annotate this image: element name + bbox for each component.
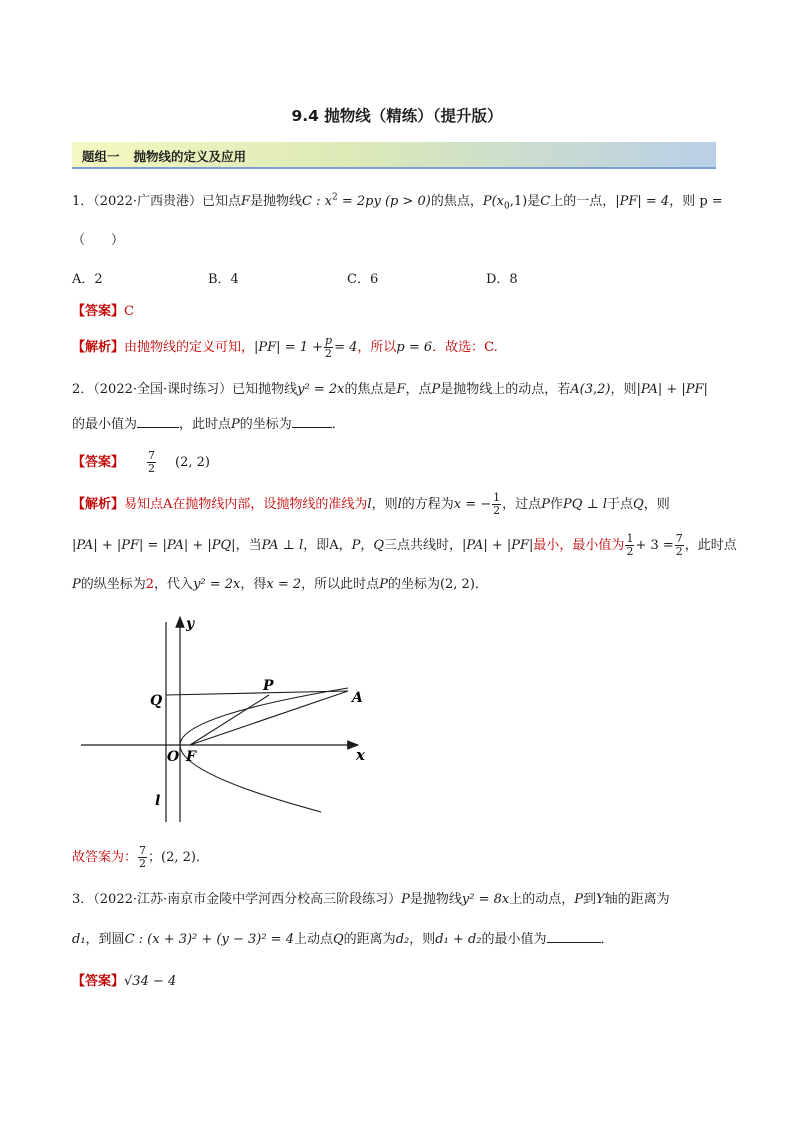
q2-line2-c: P [231, 417, 240, 432]
section-name: 抛物线的定义及应用 [133, 149, 247, 164]
q1-mid1: 是抛物线 [250, 194, 303, 209]
q2-an1-l: l [367, 497, 372, 512]
q2-an2-b: ，即A， [303, 538, 352, 553]
q3-line1-b: 是抛物线 [409, 892, 462, 907]
q1-mid3: 是 [527, 194, 541, 209]
q2-an1-l2: l [397, 497, 402, 512]
q3-line2-c: 的距离为 [343, 932, 396, 947]
q2-line2-d: 的坐标为 [239, 417, 292, 432]
label-Q: Q [150, 693, 163, 709]
q2-analysis-tag: 【解析】 [72, 497, 125, 512]
q2-line2 [72, 413, 345, 432]
q1-option-d: D．8 [486, 272, 518, 287]
q2-an2-P: P [351, 538, 361, 553]
q1-answer-value: C [124, 304, 134, 319]
q1-answer-tag: 【答案】 [72, 304, 125, 319]
q2-line1 [72, 378, 708, 397]
q2-line1-c: ，点 [405, 382, 432, 397]
q2-final-num: 7 [139, 844, 147, 857]
q2-answer-num: 7 [148, 449, 156, 462]
q3-line2-e: 的最小值为 [481, 932, 547, 947]
q3-sum: d₁ + d₂ [435, 932, 482, 947]
q2-answer-tag: 【答案】 [72, 455, 125, 470]
q2-final-den: 2 [139, 857, 147, 870]
q3-answer-value: √34 − 4 [124, 974, 177, 989]
q1-analysis-frac [324, 335, 333, 360]
q3-P: P [401, 892, 410, 907]
q1-analysis-eq2: = 4 [334, 340, 358, 355]
q2-line2-a: 的最小值为 [72, 417, 138, 432]
q1-option-a: A．2 [72, 272, 103, 287]
q2-line1-d: 是抛物线上的动点，若 [440, 382, 571, 397]
q3-line1-c: 上的动点， [509, 892, 575, 907]
q2-final-a: 故答案为： [72, 850, 138, 865]
q2-an1-c: 的方程为 [401, 497, 454, 512]
q2-F: F [396, 382, 406, 397]
q2-an2-n1: 1 [626, 532, 634, 545]
q3-circle: C : (x + 3)² + (y − 3)² = 4 [124, 932, 294, 947]
q2-an2-f: ，此时点 [684, 538, 737, 553]
q2-line2-b: ，此时点 [179, 417, 232, 432]
q1-frac-den: 2 [325, 347, 333, 360]
line-FP [190, 695, 269, 745]
q2-an1-b: ，则 [371, 497, 398, 512]
q2-an3-f: ． [474, 577, 488, 592]
q3-line1-eq: y² = 8x [461, 892, 510, 907]
q3-d2: d₂ [395, 932, 410, 947]
q2-analysis-line1 [72, 492, 670, 517]
q2-an2-c: ， [360, 538, 374, 553]
q1-eq-rest: = 2py (p > 0) [337, 194, 431, 209]
q3-line2-b: 上动点 [293, 932, 333, 947]
q1-curve: C : x [302, 194, 332, 209]
label-P: P [263, 678, 274, 694]
q1-analysis-a: 由抛物线的定义可知， [124, 340, 255, 355]
q3-Q: Q [333, 932, 344, 947]
label-y: y [186, 616, 195, 632]
q1-F: F [241, 194, 251, 209]
q2-an1-perp: PQ ⊥ l [562, 497, 608, 512]
q1-analysis [72, 335, 498, 360]
q1-point: P(x [482, 194, 505, 209]
q1-analysis-b: ，所以 [357, 340, 397, 355]
q2-line1-e: ，则 [610, 382, 637, 397]
q2-an2-plus: + 3 = [635, 538, 674, 553]
q1-prefix: 1．（2022·广西贵港）已知点 [72, 194, 241, 209]
q2-final-frac [138, 845, 147, 870]
q2-answer [72, 450, 210, 475]
q2-an2-frac2 [675, 533, 684, 558]
q1-analysis-eq1: |PF| = 1 + [254, 340, 324, 355]
q2-blank-1[interactable] [137, 415, 179, 428]
q1-mid2: 的焦点， [430, 194, 483, 209]
q1-point-rest: ,1) [509, 194, 528, 209]
q2-answer-point: (2, 2) [175, 455, 210, 470]
q2-an2-n2: 7 [675, 532, 683, 545]
q2-an2-frac1 [625, 533, 634, 558]
q2-an2-e: 最小，最小值为 [533, 538, 625, 553]
q3-d1: d₁ [72, 932, 86, 947]
q2-an3-c: ，得 [240, 577, 267, 592]
q1-C: C [540, 194, 551, 209]
q2-an3-a: 的纵坐标为 [80, 577, 146, 592]
q2-an2-sum: |PA| + |PF| [462, 538, 534, 553]
q2-an1-Q: Q [633, 497, 644, 512]
q1-frac-num: p [325, 334, 333, 347]
q2-line2-e: ． [331, 417, 345, 432]
q3-line1-e: 轴的距离为 [604, 892, 670, 907]
section-header [82, 147, 246, 165]
label-O: O [167, 749, 180, 765]
q2-an3-two: 2 [145, 577, 155, 592]
parabola-curve [180, 688, 348, 812]
q2-an3-pt: (2, 2) [439, 577, 475, 592]
q2-line1-eq: y² = 2x [297, 382, 345, 397]
q1-option-c: C．6 [347, 272, 379, 287]
q1-paren: （ ） [72, 233, 125, 248]
q1-analysis-c: ．故选：C. [432, 340, 498, 355]
q2-an1-f: 于点 [607, 497, 634, 512]
q2-an1-eq: x = − [453, 497, 492, 512]
q2-an2-d2: 2 [675, 545, 683, 558]
q1-sup: 2 [331, 192, 338, 203]
q3-answer [72, 970, 176, 989]
q2-an3-e: 的坐标为 [387, 577, 440, 592]
q2-an1-frac [492, 492, 501, 517]
q2-final [72, 845, 209, 870]
q2-an2-eq: |PA| + |PF| = |PA| + |PQ| [72, 538, 236, 553]
label-l: l [155, 793, 161, 809]
q3-line2 [72, 928, 614, 947]
q2-an2-a: ，当 [235, 538, 262, 553]
q2-an2-d1: 2 [626, 545, 634, 558]
q3-line1 [72, 888, 670, 907]
q3-line1-d: 到 [582, 892, 596, 907]
q2-blank-2[interactable] [292, 415, 332, 428]
q2-answer-den: 2 [148, 462, 156, 475]
q2-an3-P2: P [379, 577, 388, 592]
q2-an2-perp: PA ⊥ l [261, 538, 304, 553]
q3-line2-d: ，则 [409, 932, 436, 947]
q2-an1-P: P [541, 497, 550, 512]
q3-Y: Y [596, 892, 605, 907]
q2-final-c: ． [195, 850, 209, 865]
q2-P: P [431, 382, 441, 397]
q1-mid4: 上的一点， [550, 194, 616, 209]
q1-tail: ，则 p = [669, 194, 723, 209]
q2-final-pt: (2, 2) [161, 850, 196, 865]
q3-blank[interactable] [547, 930, 601, 943]
label-x: x [356, 746, 365, 764]
q2-line1-a: 2．（2022·全国·课时练习）已知抛物线 [72, 382, 298, 397]
line-FA [190, 691, 348, 745]
q2-an1-a: 易知点A在抛物线内部，设抛物线的准线为 [124, 497, 368, 512]
q1-answer [72, 300, 134, 319]
q2-line1-b: 的焦点是 [344, 382, 397, 397]
q3-line2-f: ． [600, 932, 614, 947]
q2-answer-frac [147, 450, 156, 475]
q2-analysis-line2 [72, 533, 737, 558]
q2-final-b: ； [148, 850, 162, 865]
q2-an1-d: ，过点 [502, 497, 542, 512]
q2-an2-d: 三点共线时， [384, 538, 463, 553]
q2-an3-eq: y² = 2x [193, 577, 241, 592]
q2-analysis-line3 [72, 573, 488, 592]
q1-analysis-tag: 【解析】 [72, 340, 125, 355]
q2-an3-x: x = 2 [266, 577, 302, 592]
q1-analysis-eq3: p = 6 [396, 340, 433, 355]
q1-sub: 0 [504, 201, 510, 212]
label-F: F [186, 749, 196, 765]
q2-an2-Q: Q [373, 538, 385, 553]
q2-an3-P: P [72, 577, 81, 592]
q2-an1-e: 作 [549, 497, 563, 512]
q2-an3-d: ，所以此时点 [301, 577, 380, 592]
q2-an1-num: 1 [493, 491, 501, 504]
q2-A: A(3,2) [570, 382, 611, 397]
q1-option-b: B．4 [208, 272, 239, 287]
q2-an3-b: ，代入 [154, 577, 194, 592]
q3-answer-tag: 【答案】 [72, 974, 125, 989]
q3-line1-a: 3．（2022·江苏·南京市金陵中学河西分校高三阶段练习） [72, 892, 402, 907]
page-title: 9.4 抛物线（精练）（提升版） [291, 107, 503, 125]
q3-line2-a: ，到圆 [85, 932, 125, 947]
q2-an1-g: ，则 [643, 497, 670, 512]
q1-line1 [72, 190, 723, 212]
section-label: 题组一 [82, 149, 120, 164]
q3-P2: P [574, 892, 583, 907]
q2-an1-den: 2 [493, 504, 501, 517]
label-A: A [352, 690, 363, 706]
parabola-figure [76, 612, 376, 827]
q2-sum: |PA| + |PF| [636, 382, 708, 397]
q1-pf: |PF| = 4 [615, 194, 670, 209]
